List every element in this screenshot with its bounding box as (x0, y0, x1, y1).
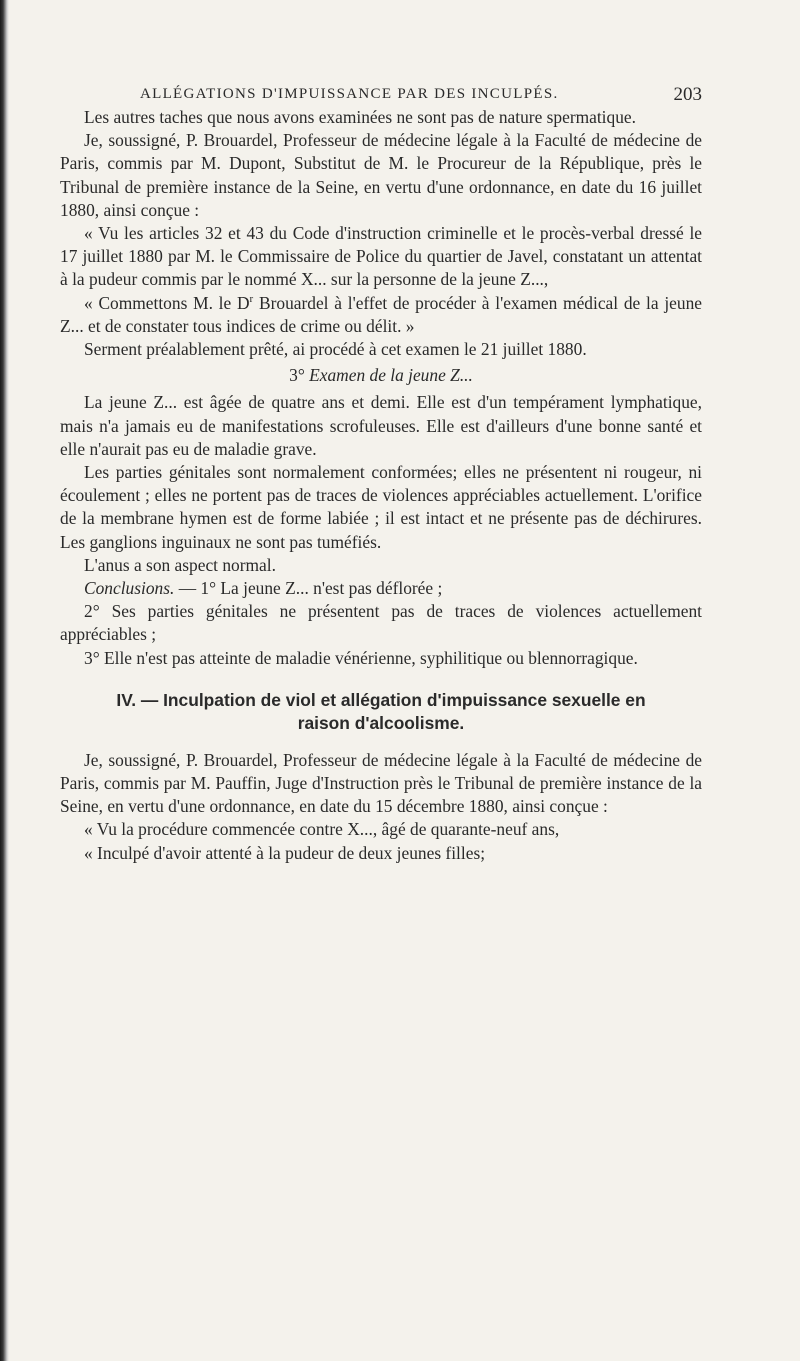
running-title: ALLÉGATIONS D'IMPUISSANCE PAR DES INCULPÉS. (140, 86, 559, 102)
conclusions (60, 577, 702, 600)
paragraph: Je, soussigné, P. Brouardel, Professeur de médecine légale à la Faculté de médecine de Paris, commis par M. Pauffin, Juge d'Instruction près le Tribunal de première instance de la Seine, en vertu d'une ordonnance, en date du 15 décembre 1880, ainsi conçue : (60, 749, 702, 817)
conclusion-item: 2° Ses parties génitales ne présentent pas de traces de violences actuellement appréciables ; (60, 601, 702, 645)
section-heading: IV. — Inculpation de viol et allégation d'impuissance sexuelle en raison d'alcoolisme. (116, 689, 646, 733)
conclusions-label: Conclusions. (84, 578, 175, 599)
conclusion-item: 3° Elle n'est pas atteinte de maladie vénérienne, syphilitique ou blennorragique. (84, 647, 638, 668)
paragraph: Je, soussigné, P. Brouardel, Professeur de médecine légale à la Faculté de médecine de Paris, commis par M. Dupont, Substitut de M. le Procureur de la République, près le Tribunal de première instance de la Seine, en vertu d'une ordonnance, en date du 16 juillet 1880, ainsi conçue : (60, 130, 702, 220)
paragraph: La jeune Z... est âgée de quatre ans et demi. Elle est d'un tempérament lymphatique, mais n'a jamais eu de manifestations scrofuleuses. Elle est d'ailleurs d'une bonne santé et elle n'aurait pas eu de maladie grave. (60, 392, 702, 459)
paragraph: Les parties génitales sont normalement conformées; elles ne présentent ni rougeur, ni écoulement ; elles ne portent pas de traces de violences appréciables actuellement. L'orifice de la membrane hymen est de forme labiée ; il est intact et ne présente pas de déchirures. Les ganglions inguinaux ne sont pas tuméfiés. (60, 462, 702, 552)
superscript: r (249, 292, 254, 305)
page-body (60, 106, 702, 865)
paragraph: « Vu les articles 32 et 43 du Code d'instruction criminelle et le procès-verbal dressé le 17 juillet 1880 par M. le Commissaire de Police du quartier de Javel, constatant un attentat à la pudeur commis par le nommé X... sur la personne de la jeune Z..., (60, 223, 702, 290)
paragraph (60, 292, 702, 338)
page-number: 203 (673, 84, 702, 105)
paragraph: « Vu la procédure commencée contre X..., âgé de quarante-neuf ans, (84, 819, 560, 840)
subsection-heading (60, 364, 702, 387)
paragraph: Serment préalablement prêté, ai procédé à cet examen le 21 juillet 1880. (84, 339, 587, 360)
conclusion-item: — 1° La jeune Z... n'est pas déflorée ; (174, 578, 443, 599)
paragraph: « Inculpé d'avoir attenté à la pudeur de deux jeunes filles; (84, 842, 486, 863)
subsection-number: 3° (289, 365, 305, 386)
text-fragment: « Commettons M. le D (84, 292, 250, 313)
book-binding-edge (0, 0, 9, 1361)
paragraph: Les autres taches que nous avons examinées ne sont pas de nature spermatique. (84, 107, 636, 127)
running-header (140, 86, 702, 103)
paragraph: L'anus a son aspect normal. (84, 554, 276, 575)
subsection-title: Examen de la jeune Z... (309, 365, 473, 386)
text-fragment: Brouardel à l'effet de procéder à l'examen médical de la jeune Z... et de constater tous indices de crime ou délit. » (60, 292, 702, 336)
